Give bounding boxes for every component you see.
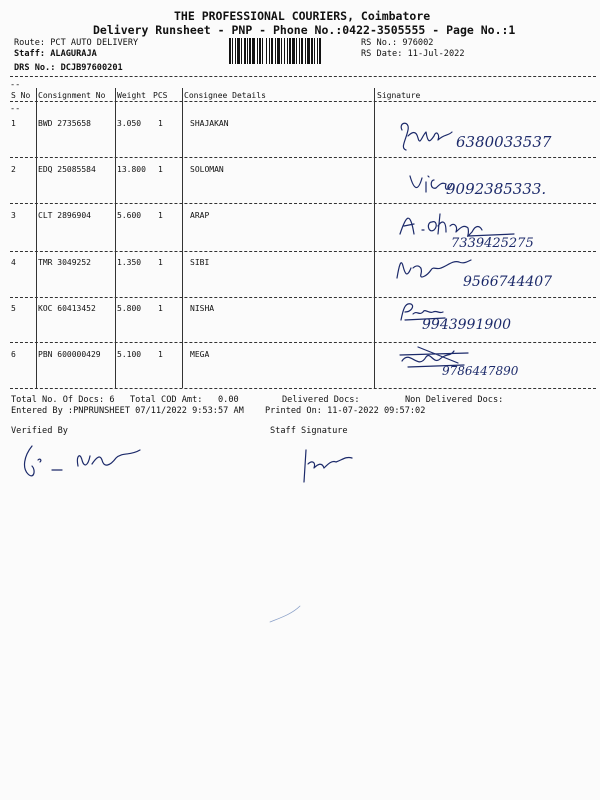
row-weight: 3.050 <box>117 119 142 128</box>
col-header-consignee: Consignee Details <box>184 91 266 100</box>
row-consignee: NISHA <box>190 304 215 313</box>
total-docs <box>11 395 115 405</box>
cod-value: 0.00 <box>217 395 239 405</box>
drs-line <box>14 63 123 73</box>
company-title: THE PROFESSIONAL COURIERS, Coimbatore <box>174 9 431 23</box>
signature-phone: 9943991900 <box>422 317 512 333</box>
row-consignment: KOC 60413452 <box>38 304 96 313</box>
drs-value: DCJB97600201 <box>60 63 123 73</box>
row-pcs: 1 <box>158 165 163 174</box>
verifier-signature <box>18 440 158 485</box>
signature-phone: 9786447890 <box>442 364 519 378</box>
col-header-weight: Weight <box>117 91 146 100</box>
row-consignment: PBN 600000429 <box>38 350 101 359</box>
rs-no-label: RS No.: <box>361 38 398 48</box>
col-divider <box>374 88 375 388</box>
table-top-rule <box>10 76 596 77</box>
row-weight: 1.350 <box>117 258 142 267</box>
rs-date-line <box>361 49 465 59</box>
row-consignee: SHAJAKAN <box>190 119 229 128</box>
row-weight: 5.800 <box>117 304 142 313</box>
staff-signature <box>298 446 358 486</box>
verified-by-label: Verified By <box>11 426 68 436</box>
staff-signature-label: Staff Signature <box>270 426 348 436</box>
row-pcs: 1 <box>158 258 163 267</box>
signature-phone: 6380033537 <box>456 133 552 151</box>
row-pcs: 1 <box>158 119 163 128</box>
col-divider <box>36 88 37 388</box>
col-header-signature: Signature <box>377 91 421 100</box>
row-consignment: EDQ 25085584 <box>38 165 96 174</box>
delivered-docs-label: Delivered Docs: <box>282 395 360 405</box>
rs-date-value: 11-Jul-2022 <box>407 49 465 59</box>
row-consignment: TMR 3049252 <box>38 258 91 267</box>
non-delivered-docs-label: Non Delivered Docs: <box>405 395 504 405</box>
row-rule <box>10 203 596 204</box>
row-rule <box>10 251 596 252</box>
row-weight: 5.100 <box>117 350 142 359</box>
header-rule <box>10 101 596 102</box>
entered-by: Entered By :PNPRUNSHEET 07/11/2022 9:53:57 AM <box>11 406 244 416</box>
row-weight: 5.600 <box>117 211 142 220</box>
stray-mark <box>268 602 308 624</box>
signature-scribble <box>396 118 456 158</box>
row-consignee: MEGA <box>190 350 210 359</box>
signature-phone: 7339425275 <box>451 236 534 251</box>
signature-phone: 9092385333. <box>446 180 547 198</box>
col-header-pcs: PCS <box>153 91 168 100</box>
rs-no-line <box>361 38 433 48</box>
col-divider <box>182 88 183 388</box>
route-label: Route: <box>14 38 46 48</box>
row-sno: 2 <box>11 165 16 174</box>
route-value: PCT AUTO DELIVERY <box>50 38 139 48</box>
row-sno: 4 <box>11 258 16 267</box>
row-rule <box>10 342 596 343</box>
row-consignment: CLT 2896904 <box>38 211 91 220</box>
drs-barcode <box>229 38 355 64</box>
row-consignment: BWD 2735658 <box>38 119 91 128</box>
signature-phone: 9566744407 <box>463 274 553 290</box>
barcode-bar <box>319 38 321 64</box>
col-header-sno: S No <box>11 91 31 100</box>
row-consignee: SOLOMAN <box>190 165 224 174</box>
staff-line <box>14 49 97 59</box>
row-rule <box>10 297 596 298</box>
row-consignee: SIBI <box>190 258 210 267</box>
runsheet-subtitle: Delivery Runsheet - PNP - Phone No.:0422-3505555 - Page No.:1 <box>93 23 516 37</box>
printed-on: Printed On: 11-07-2022 09:57:02 <box>265 406 426 416</box>
row-sno: 1 <box>11 119 16 128</box>
rs-no-value: 976002 <box>402 38 434 48</box>
dash-mark: -- <box>10 104 21 114</box>
rs-date-label: RS Date: <box>361 49 403 59</box>
row-weight: 13.800 <box>117 165 146 174</box>
row-pcs: 1 <box>158 350 163 359</box>
total-docs-value: 6 <box>109 395 115 405</box>
row-pcs: 1 <box>158 304 163 313</box>
drs-label: DRS No.: <box>14 63 56 73</box>
col-header-consignment: Consignment No <box>38 91 106 100</box>
staff-value: ALAGURAJA <box>50 49 97 59</box>
col-divider <box>115 88 116 388</box>
cod-label: Total COD Amt: <box>130 395 203 405</box>
table-bottom-rule <box>10 388 596 389</box>
row-sno: 3 <box>11 211 16 220</box>
row-pcs: 1 <box>158 211 163 220</box>
row-sno: 5 <box>11 304 16 313</box>
row-consignee: ARAP <box>190 211 210 220</box>
row-sno: 6 <box>11 350 16 359</box>
route-line <box>14 38 138 48</box>
staff-label: Staff: <box>14 49 46 59</box>
dash-mark: -- <box>10 80 21 90</box>
row-rule <box>10 157 596 158</box>
total-docs-label: Total No. Of Docs: <box>11 395 105 405</box>
cod-amount <box>130 395 239 405</box>
signature-scribble <box>393 254 473 284</box>
